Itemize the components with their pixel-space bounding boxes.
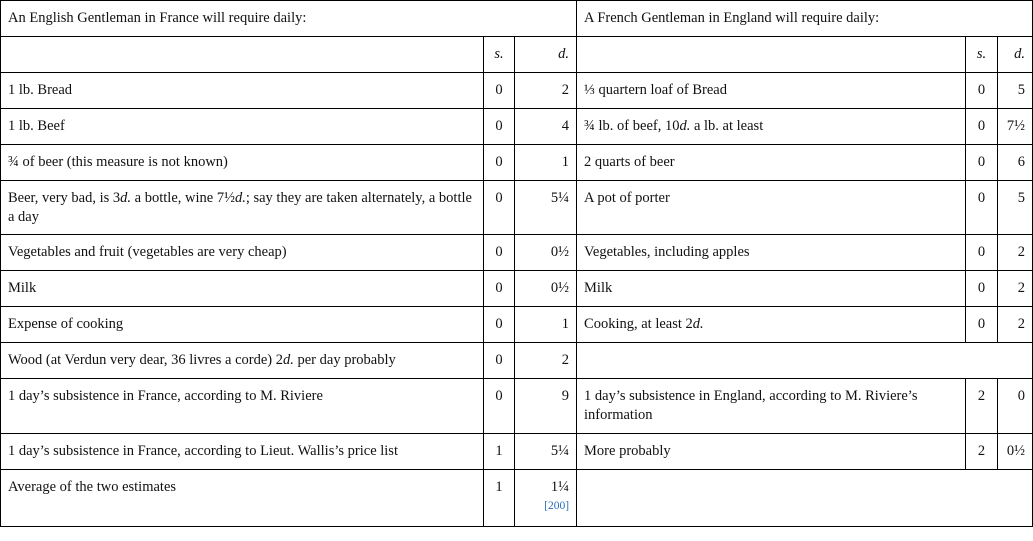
table-row bbox=[1, 72, 1033, 108]
left-pence: 0½ bbox=[515, 235, 577, 271]
right-empty-cell bbox=[577, 343, 1033, 379]
right-item: Vegetables, including apples bbox=[577, 235, 966, 271]
left-item: Beer, very bad, is 3d. a bottle, wine 7½d.; say they are taken alternately, a bottle a day bbox=[1, 180, 484, 235]
right-pence: 6 bbox=[998, 144, 1033, 180]
right-shillings: 2 bbox=[966, 434, 998, 470]
right-item: Cooking, at least 2d. bbox=[577, 307, 966, 343]
right-header: A French Gentleman in England will require daily: bbox=[577, 1, 1033, 37]
left-shillings: 0 bbox=[484, 108, 515, 144]
right-unit-shillings: s. bbox=[966, 36, 998, 72]
right-item: 2 quarts of beer bbox=[577, 144, 966, 180]
right-item: ⅓ quartern loaf of Bread bbox=[577, 72, 966, 108]
left-item: Wood (at Verdun very dear, 36 livres a corde) 2d. per day probably bbox=[1, 343, 484, 379]
left-pence: 0½ bbox=[515, 271, 577, 307]
left-pence-cell bbox=[515, 470, 577, 527]
left-unit-pence: d. bbox=[515, 36, 577, 72]
right-pence: 2 bbox=[998, 235, 1033, 271]
left-item: 1 day’s subsistence in France, according to Lieut. Wallis’s price list bbox=[1, 434, 484, 470]
table-row bbox=[1, 180, 1033, 235]
table-row bbox=[1, 144, 1033, 180]
right-empty-cell bbox=[577, 470, 1033, 527]
left-item: ¾ of beer (this measure is not known) bbox=[1, 144, 484, 180]
right-shillings: 0 bbox=[966, 235, 998, 271]
table-row bbox=[1, 108, 1033, 144]
right-unit-spacer bbox=[577, 36, 966, 72]
right-item: A pot of porter bbox=[577, 180, 966, 235]
unit-row bbox=[1, 36, 1033, 72]
left-pence: 1 bbox=[515, 144, 577, 180]
right-pence: 0½ bbox=[998, 434, 1033, 470]
right-pence: 7½ bbox=[998, 108, 1033, 144]
left-shillings: 0 bbox=[484, 343, 515, 379]
left-shillings: 1 bbox=[484, 434, 515, 470]
right-item: ¾ lb. of beef, 10d. a lb. at least bbox=[577, 108, 966, 144]
left-pence: 2 bbox=[515, 343, 577, 379]
right-pence: 2 bbox=[998, 271, 1033, 307]
right-pence: 0 bbox=[998, 379, 1033, 434]
page-reference-link[interactable]: [200] bbox=[544, 499, 570, 512]
left-shillings: 1 bbox=[484, 470, 515, 527]
left-pence: 4 bbox=[515, 108, 577, 144]
right-shillings: 0 bbox=[966, 180, 998, 235]
left-shillings: 0 bbox=[484, 72, 515, 108]
right-item: 1 day’s subsistence in England, according to M. Riviere’s information bbox=[577, 379, 966, 434]
left-unit-shillings: s. bbox=[484, 36, 515, 72]
right-shillings: 0 bbox=[966, 72, 998, 108]
left-item: Expense of cooking bbox=[1, 307, 484, 343]
left-shillings: 0 bbox=[484, 180, 515, 235]
right-shillings: 0 bbox=[966, 271, 998, 307]
left-item: 1 lb. Bread bbox=[1, 72, 484, 108]
left-shillings: 0 bbox=[484, 307, 515, 343]
right-item: Milk bbox=[577, 271, 966, 307]
right-shillings: 0 bbox=[966, 108, 998, 144]
right-item: More probably bbox=[577, 434, 966, 470]
left-shillings: 0 bbox=[484, 271, 515, 307]
right-shillings: 0 bbox=[966, 307, 998, 343]
right-unit-pence: d. bbox=[998, 36, 1033, 72]
left-unit-spacer bbox=[1, 36, 484, 72]
left-shillings: 0 bbox=[484, 144, 515, 180]
table-row bbox=[1, 307, 1033, 343]
left-pence: 9 bbox=[515, 379, 577, 434]
table-row bbox=[1, 434, 1033, 470]
left-pence: 5¼ bbox=[515, 434, 577, 470]
right-shillings: 0 bbox=[966, 144, 998, 180]
left-shillings: 0 bbox=[484, 379, 515, 434]
left-pence: 1 bbox=[515, 307, 577, 343]
right-shillings: 2 bbox=[966, 379, 998, 434]
left-item: 1 lb. Beef bbox=[1, 108, 484, 144]
right-pence: 5 bbox=[998, 180, 1033, 235]
table-row bbox=[1, 343, 1033, 379]
table-row bbox=[1, 379, 1033, 434]
left-pence: 2 bbox=[515, 72, 577, 108]
left-pence: 5¼ bbox=[515, 180, 577, 235]
right-pence: 5 bbox=[998, 72, 1033, 108]
left-pence: 1¼ bbox=[550, 479, 570, 496]
table-row bbox=[1, 235, 1033, 271]
left-item: Average of the two estimates bbox=[1, 470, 484, 527]
left-header: An English Gentleman in France will require daily: bbox=[1, 1, 577, 37]
table-row bbox=[1, 271, 1033, 307]
header-row bbox=[1, 1, 1033, 37]
left-item: Milk bbox=[1, 271, 484, 307]
table-row bbox=[1, 470, 1033, 527]
left-item: 1 day’s subsistence in France, according to M. Riviere bbox=[1, 379, 484, 434]
left-shillings: 0 bbox=[484, 235, 515, 271]
left-item: Vegetables and fruit (vegetables are very cheap) bbox=[1, 235, 484, 271]
right-pence: 2 bbox=[998, 307, 1033, 343]
